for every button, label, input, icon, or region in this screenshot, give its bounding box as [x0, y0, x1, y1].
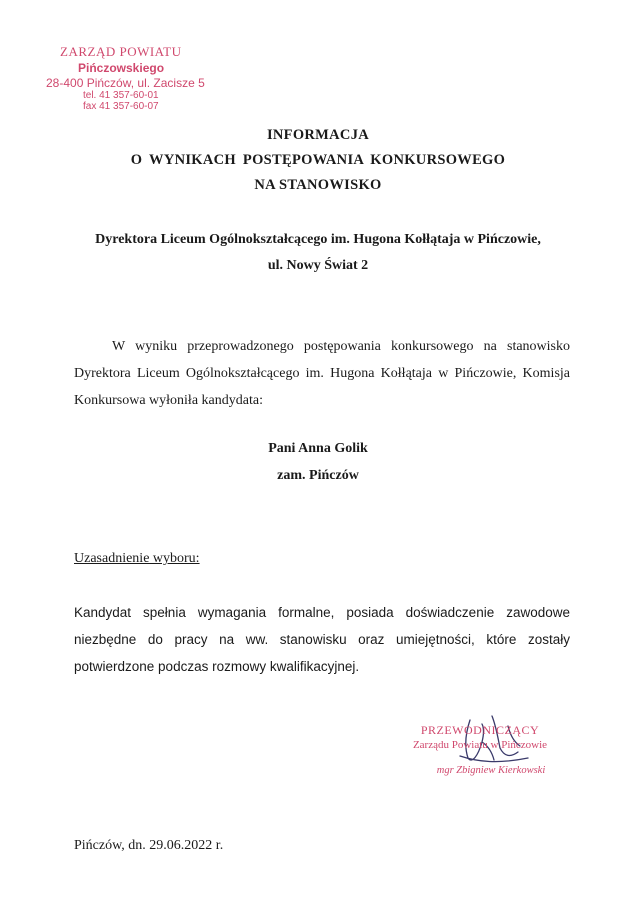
- document-title-line2: O WYNIKACH POSTĘPOWANIA KONKURSOWEGO: [130, 152, 506, 168]
- position-line2: ul. Nowy Świat 2: [267, 258, 369, 273]
- candidate-residence: zam. Pińczów: [277, 468, 359, 483]
- justification-heading: Uzasadnienie wyboru:: [74, 551, 200, 566]
- stamp-tel: tel. 41 357-60-01: [83, 90, 159, 101]
- position-line1: Dyrektora Liceum Ogólnokształcącego im. Hugona Kołłątaja w Pińczowie,: [95, 232, 541, 247]
- document-date: Pińczów, dn. 29.06.2022 r.: [74, 838, 224, 853]
- office-stamp: [28, 44, 218, 112]
- stamp-address: 28-400 Pińczów, ul. Zacisze 5: [46, 76, 205, 90]
- stamp-fax: fax 41 357-60-07: [83, 101, 159, 112]
- stamp-org-sub: Pińczowskiego: [78, 61, 165, 75]
- candidate-name: Pani Anna Golik: [268, 441, 368, 456]
- justification-paragraph: Kandydat spełnia wymagania formalne, posiada doświadczenie zawodowe niezbędne do pracy na ww. stanowisku oraz umiejętności, które zostały potwierdzone podczas rozmowy kwalifikacyjnej.: [74, 605, 570, 674]
- signature-body: Zarządu Powiatu w Pińczowie: [412, 739, 548, 751]
- document-title-line3: NA STANOWISKO: [254, 177, 382, 193]
- signature-stamp: [400, 723, 560, 776]
- stamp-org: ZARZĄD POWIATU: [60, 44, 182, 59]
- document-title: INFORMACJA: [266, 127, 370, 143]
- signature-name: mgr Zbigniew Kierkowski: [436, 765, 546, 776]
- signature-role: PRZEWODNICZĄCY: [420, 723, 540, 737]
- intro-paragraph: W wyniku przeprowadzonego postępowania konkursowego na stanowisko Dyrektora Liceum Ogólnokształcącego im. Hugona Kołłątaja w Pińczowie, Komisja Konkursowa wyłoniła kandydata:: [74, 339, 570, 408]
